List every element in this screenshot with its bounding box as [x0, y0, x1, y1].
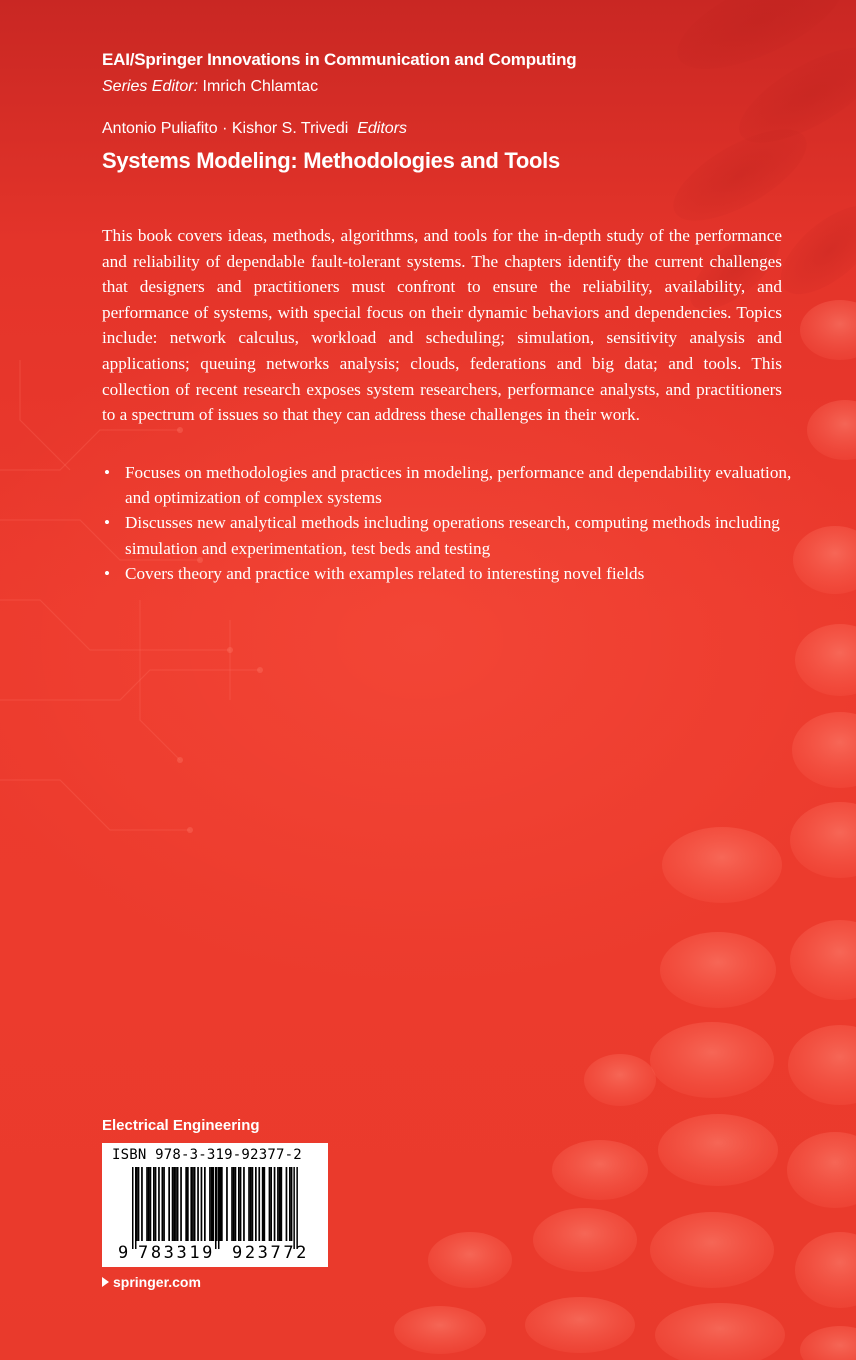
- subject-category: Electrical Engineering: [102, 1117, 260, 1134]
- book-editors-label: Editors: [357, 120, 408, 137]
- series-editor-label: Series Editor:: [102, 78, 199, 95]
- feature-bullet-item: [102, 510, 792, 560]
- series-editor: [102, 78, 318, 96]
- feature-bullet-item: [102, 561, 792, 586]
- publisher-link[interactable]: [102, 1274, 201, 1290]
- bullet-dot-icon: •: [104, 463, 111, 482]
- publisher-link-text: springer.com: [113, 1274, 201, 1290]
- book-description: This book covers ideas, methods, algorithms, and tools for the in-depth study of the performance and reliability of dependable fault-tolerant systems. The chapters identify the current challenges that designers and practitioners must confront to ensure the reliability, availability, and performance of systems, with special focus on their dynamic behaviors and dependencies. Topics include: network calculus, workload and scheduling; simulation, sensitivity analysis and applications; queuing networks analysis; clouds, federations and big data; and tools. This collection of recent research exposes system researchers, performance analysts, and practitioners to a spectrum of issues so that they can address these challenges in their work.: [102, 226, 782, 425]
- book-editors-names: Antonio Puliafito · Kishor S. Trivedi: [102, 120, 349, 137]
- barcode-first-digit: 9: [118, 1243, 129, 1263]
- bullet-dot-icon: •: [104, 563, 111, 583]
- barcode-right-digits: 923772: [232, 1243, 310, 1263]
- feature-bullet-text: Covers theory and practice with examples related to interesting novel fields: [125, 563, 645, 583]
- series-editor-name: Imrich Chlamtac: [202, 78, 319, 95]
- bullet-dot-icon: •: [104, 513, 111, 533]
- isbn-barcode: [102, 1143, 328, 1267]
- series-title: EAI/Springer Innovations in Communication and Computing: [102, 50, 577, 69]
- feature-bullet-list: [102, 460, 792, 586]
- feature-bullet-text: Focuses on methodologies and practices in modeling, performance and dependability evaluation, and optimization of complex systems: [125, 463, 792, 508]
- feature-bullet-item: [102, 460, 792, 510]
- feature-bullet-text: Discusses new analytical methods including operations research, computing methods including simulation and experimentation, test beds and testing: [125, 513, 780, 558]
- book-title: Systems Modeling: Methodologies and Tools: [102, 148, 560, 173]
- arrow-right-icon: [102, 1277, 109, 1287]
- barcode-left-digits: 783319: [138, 1243, 216, 1263]
- book-editors: [102, 120, 407, 138]
- isbn-label: ISBN 978-3-319-92377-2: [112, 1147, 302, 1163]
